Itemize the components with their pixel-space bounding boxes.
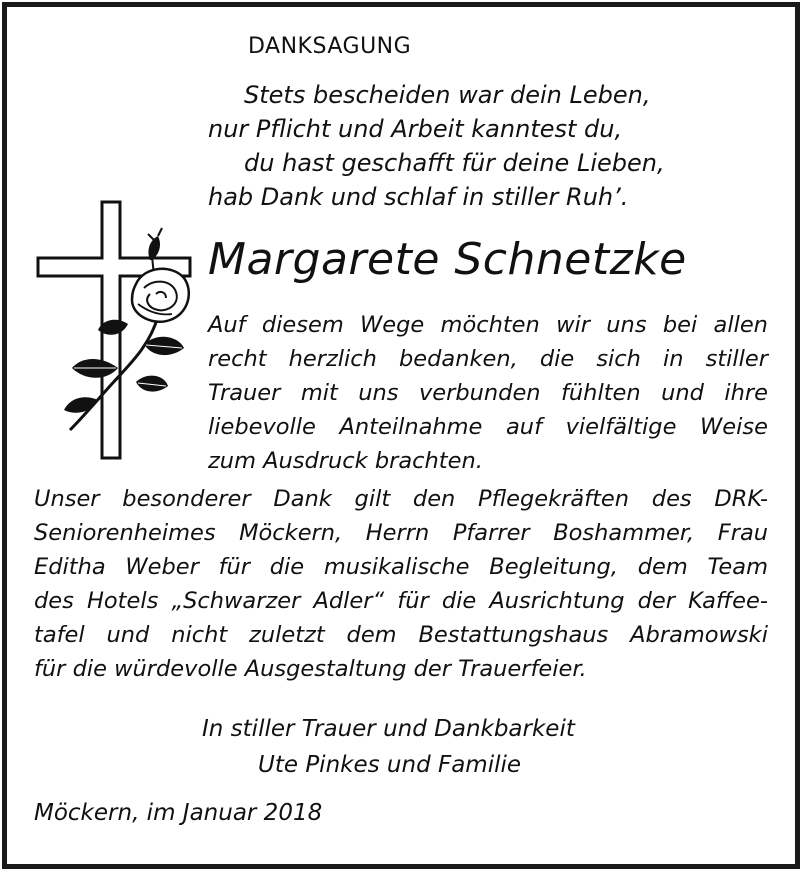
- word: Herrn: [365, 520, 430, 546]
- word: Bestattungshaus: [418, 622, 609, 648]
- notice-heading: DANKSAGUNG: [248, 34, 412, 59]
- word: Anteilnahme: [339, 414, 483, 440]
- word: tafel: [34, 622, 85, 648]
- word: Weise: [700, 414, 768, 440]
- cross-with-rose-icon: [32, 196, 198, 468]
- word: zuletzt: [249, 622, 325, 648]
- word: und: [661, 380, 704, 406]
- word: in: [663, 346, 684, 372]
- paragraph-1-line-5-text: zum Ausdruck brachten.: [208, 448, 483, 474]
- word: musikalische: [323, 554, 470, 580]
- paragraph-1-line-5: [208, 448, 483, 474]
- deceased-name: Margarete Schnetzke: [208, 234, 687, 285]
- word: die: [269, 554, 305, 580]
- word: Kaffee-: [688, 588, 768, 614]
- word: auf: [506, 414, 542, 440]
- word: diesem: [261, 312, 344, 338]
- poem-line-1: Stets bescheiden war dein Leben,: [244, 81, 651, 109]
- paragraph-1-line-3: [208, 380, 768, 406]
- word: gilt: [354, 486, 391, 512]
- word: Dank: [273, 486, 332, 512]
- word: vielfältige: [565, 414, 677, 440]
- word: dem: [346, 622, 397, 648]
- word: allen: [713, 312, 768, 338]
- word: verbunden: [418, 380, 541, 406]
- word: Team: [707, 554, 768, 580]
- word: Abramowski: [630, 622, 768, 648]
- word: Adler“: [313, 588, 385, 614]
- word: „Schwarzer: [171, 588, 301, 614]
- word: sich: [596, 346, 641, 372]
- word: besonderer: [122, 486, 251, 512]
- paragraph-2-line-1: [34, 486, 768, 512]
- word: der: [637, 588, 676, 614]
- word: die: [441, 588, 477, 614]
- word: und: [106, 622, 150, 648]
- paragraph-2-line-3: [34, 554, 768, 580]
- word: ihre: [724, 380, 768, 406]
- word: stiller: [705, 346, 768, 372]
- word: Seniorenheimes: [34, 520, 216, 546]
- word: möchten: [440, 312, 540, 338]
- word: für: [397, 588, 429, 614]
- word: Wege: [360, 312, 425, 338]
- word: wir: [556, 312, 590, 338]
- poem-line-4: hab Dank und schlaf in stiller Ruh’.: [208, 183, 629, 211]
- word: die: [539, 346, 575, 372]
- word: Möckern,: [239, 520, 343, 546]
- word: den: [412, 486, 456, 512]
- closing-line-1: In stiller Trauer und Dankbarkeit: [202, 716, 575, 742]
- paragraph-2-line-6: [34, 656, 587, 682]
- word: Hotels: [86, 588, 159, 614]
- word: Editha: [34, 554, 106, 580]
- paragraph-1-line-2: [208, 346, 768, 372]
- word: liebevolle: [208, 414, 316, 440]
- word: DRK-: [714, 486, 768, 512]
- word: Trauer: [208, 380, 281, 406]
- word: Ausrichtung: [489, 588, 625, 614]
- word: uns: [606, 312, 647, 338]
- word: Frau: [717, 520, 768, 546]
- word: mit: [300, 380, 338, 406]
- word: bei: [662, 312, 698, 338]
- word: für: [218, 554, 250, 580]
- poem-line-3: du hast geschafft für deine Lieben,: [244, 149, 665, 177]
- word: des: [651, 486, 692, 512]
- word: Boshammer,: [553, 520, 695, 546]
- word: herzlich: [288, 346, 377, 372]
- word: Weber: [125, 554, 199, 580]
- poem-line-2: nur Pflicht und Arbeit kanntest du,: [208, 115, 623, 143]
- paragraph-1-line-4: [208, 414, 768, 440]
- word: uns: [358, 380, 399, 406]
- word: bedanken,: [399, 346, 518, 372]
- word: dem: [637, 554, 688, 580]
- word: fühlten: [561, 380, 641, 406]
- place-and-date: Möckern, im Januar 2018: [34, 800, 323, 826]
- word: recht: [208, 346, 267, 372]
- word: Pflegekräften: [478, 486, 630, 512]
- paragraph-2-line-4: [34, 588, 768, 614]
- paragraph-2-line-6-text: für die würdevolle Ausgestaltung der Trauerfeier.: [34, 656, 587, 682]
- word: des: [34, 588, 74, 614]
- paragraph-1-line-1: [208, 312, 768, 338]
- word: Auf: [208, 312, 246, 338]
- word: Begleitung,: [489, 554, 618, 580]
- paragraph-2-line-2: [34, 520, 768, 546]
- word: Unser: [34, 486, 100, 512]
- word: Pfarrer: [452, 520, 530, 546]
- paragraph-2-line-5: [34, 622, 768, 648]
- word: nicht: [171, 622, 228, 648]
- family-signature: Ute Pinkes und Familie: [258, 752, 522, 778]
